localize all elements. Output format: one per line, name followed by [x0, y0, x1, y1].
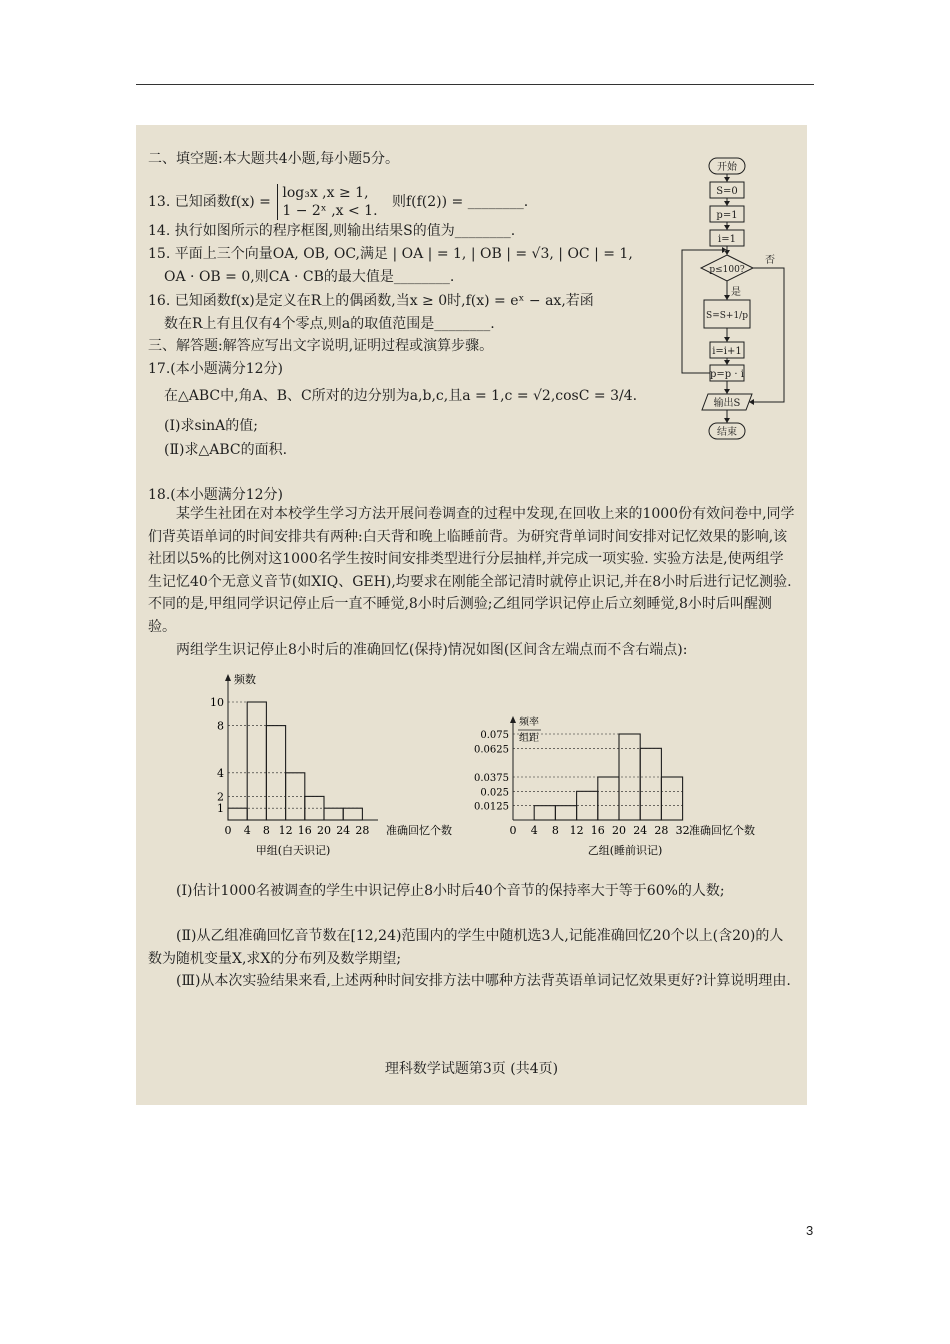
- x-tick-label: 12: [278, 824, 293, 837]
- x-tick-label: 4: [243, 824, 251, 837]
- x-tick-label: 8: [262, 824, 270, 837]
- histogram-bar: [324, 808, 343, 820]
- chart2-y-arrow: [510, 716, 516, 723]
- scanned-page: [136, 125, 807, 1105]
- x-tick-label: 12: [569, 824, 584, 837]
- chart2-title: 乙组(睡前识记): [587, 844, 663, 857]
- chart-group-jia: [208, 670, 478, 860]
- page-footer: 理科数学试题第3页 (共4页): [384, 1061, 559, 1077]
- q13-case-2: 1 − 2ˣ ,x < 1.: [282, 203, 378, 219]
- flow-condition-label: p≤100?: [709, 265, 745, 275]
- q17-part-ii: (Ⅱ)求△ABC的面积.: [164, 442, 288, 458]
- chart1-ylabel: 频数: [234, 673, 256, 686]
- histogram-bar: [640, 748, 661, 820]
- histogram-bar: [228, 808, 247, 820]
- q18-title: 18.(本小题满分12分): [148, 487, 284, 503]
- histogram-bar: [343, 808, 362, 820]
- flowchart: [666, 151, 806, 451]
- question-16-line2: 数在R上有且仅有4个零点,则a的取值范围是________.: [164, 316, 495, 332]
- chart-group-yi: [461, 710, 771, 860]
- x-tick-label: 20: [612, 824, 626, 837]
- x-tick-label: 24: [336, 824, 351, 837]
- x-tick-label: 24: [633, 824, 648, 837]
- x-tick-label: 0: [224, 824, 232, 837]
- flow-update-p-label: p=p · i: [710, 369, 744, 380]
- q13-piecewise: [277, 184, 377, 220]
- flow-output-label: 输出S: [713, 398, 741, 409]
- q13-case-1: log₃x ,x ≥ 1,: [282, 185, 369, 201]
- chart1-y-arrow: [225, 674, 231, 681]
- flow-no-label: 否: [765, 255, 775, 266]
- q18-paragraph-1: 某学生社团在对本校学生学习方法开展问卷调查的过程中发现,在回收上来的1000份有效问卷中,同学们背英语单词的时间安排共有两种:白天背和晚上临睡前背。为研究背单词时间安排对记忆效果的影响,该社团以5%的比例对这1000名学生按时间安排类型进行分层抽样,并完成一项实验. 实验方法是,使两组学生记忆40个无意义音节(如XIQ、GEH),均要求在刚能全部记清时就停止识记,并在8小时后进行记忆测验. 不同的是,甲组同学识记停止后一直不睡觉,8小时后测验;乙组同学识记停止后立刻睡觉,8小时后叫醒测验。: [148, 506, 795, 635]
- section2-header: 二、填空题:本大题共4小题,每小题5分。: [148, 151, 399, 167]
- question-13: [148, 184, 528, 220]
- q18-paragraph-2: 两组学生识记停止8小时后的准确回忆(保持)情况如图(区间含左端点而不含右端点):: [176, 642, 688, 658]
- q17-title: 17.(本小题满分12分): [148, 361, 284, 377]
- flow-start-label: 开始: [717, 162, 737, 173]
- flow-i1-label: i=1: [718, 234, 736, 245]
- q13-lead: 13. 已知函数f(x) =: [148, 194, 276, 210]
- histogram-bar: [661, 777, 682, 820]
- y-tick-label: 4: [217, 766, 224, 780]
- q13-tail: 则f(f(2)) = ________.: [391, 194, 529, 210]
- q17-text: 在△ABC中,角A、B、C所对的边分别为a,b,c,且a = 1,c = √2,cosC = 3/4.: [164, 388, 638, 404]
- histogram-bar: [247, 702, 266, 820]
- y-tick-label: 0.0625: [474, 744, 509, 756]
- y-tick-label: 1: [217, 802, 224, 816]
- flow-update-i-label: i=i+1: [712, 346, 742, 357]
- x-tick-label: 16: [590, 824, 605, 837]
- question-16-line1: 16. 已知函数f(x)是定义在R上的偶函数,当x ≥ 0时,f(x) = eˣ − ax,若函: [148, 293, 594, 309]
- flow-p1-label: p=1: [716, 210, 738, 221]
- question-15-line2: OA · OB = 0,则CA · CB的最大值是________.: [164, 269, 455, 285]
- chart1-title: 甲组(白天识记): [255, 844, 331, 857]
- page-number: 3: [806, 1223, 814, 1238]
- q18-part-i: (Ⅰ)估计1000名被调查的学生中识记停止8小时后40个音节的保持率大于等于60%的人数;: [176, 883, 725, 899]
- q18-part-iii: (Ⅲ)从本次实验结果来看,上述两种时间安排方法中哪种方法背英语单词记忆效果更好?计算说明理由.: [176, 973, 791, 989]
- section3-header: 三、解答题:解答应写出文字说明,证明过程或演算步骤。: [148, 338, 494, 354]
- y-tick-label: 0.0375: [474, 773, 509, 784]
- x-tick-label: 20: [317, 824, 331, 837]
- chart2-xlabel: 准确回忆个数: [689, 824, 755, 837]
- flow-s0-label: S=0: [716, 186, 738, 197]
- x-tick-label: 4: [530, 824, 538, 837]
- x-tick-label: 28: [355, 824, 370, 837]
- histogram-bar: [534, 806, 555, 820]
- flow-end-label: 结束: [717, 427, 737, 438]
- y-tick-label: 2: [217, 790, 224, 804]
- y-tick-label: 8: [217, 719, 224, 733]
- x-tick-label: 8: [551, 824, 559, 837]
- histogram-bar: [598, 777, 619, 820]
- flow-update-s-label: S=S+1/p: [706, 311, 748, 321]
- x-tick-label: 28: [654, 824, 669, 837]
- chart1-xlabel: 准确回忆个数: [386, 824, 452, 837]
- question-15-line1: 15. 平面上三个向量OA, OB, OC,满足 | OA | = 1, | OB | = √3, | OC | = 1,: [148, 246, 633, 262]
- flow-yes-label: 是: [731, 287, 741, 298]
- x-tick-label: 16: [297, 824, 312, 837]
- question-14: 14. 执行如图所示的程序框图,则输出结果S的值为________.: [148, 223, 516, 239]
- top-rule: [136, 84, 814, 85]
- x-tick-label: 0: [509, 824, 517, 837]
- y-tick-label: 0.0125: [474, 801, 509, 813]
- y-tick-label: 0.075: [480, 730, 509, 741]
- flow-no-branch: [749, 268, 784, 402]
- y-tick-label: 10: [210, 696, 224, 709]
- q17-part-i: (Ⅰ)求sinA的值;: [164, 418, 258, 434]
- chart2-ylabel-denominator: 组距: [519, 733, 539, 744]
- q18-part-ii: (Ⅱ)从乙组准确回忆音节数在[12,24)范围内的学生中随机选3人,记能准确回忆20个以上(含20)的人数为随机变量X,求X的分布列及数学期望;: [148, 928, 784, 967]
- chart2-ylabel: 频率: [519, 717, 539, 728]
- histogram-bar: [555, 806, 576, 820]
- y-tick-label: 0.025: [480, 787, 509, 799]
- x-tick-label: 32: [675, 824, 690, 837]
